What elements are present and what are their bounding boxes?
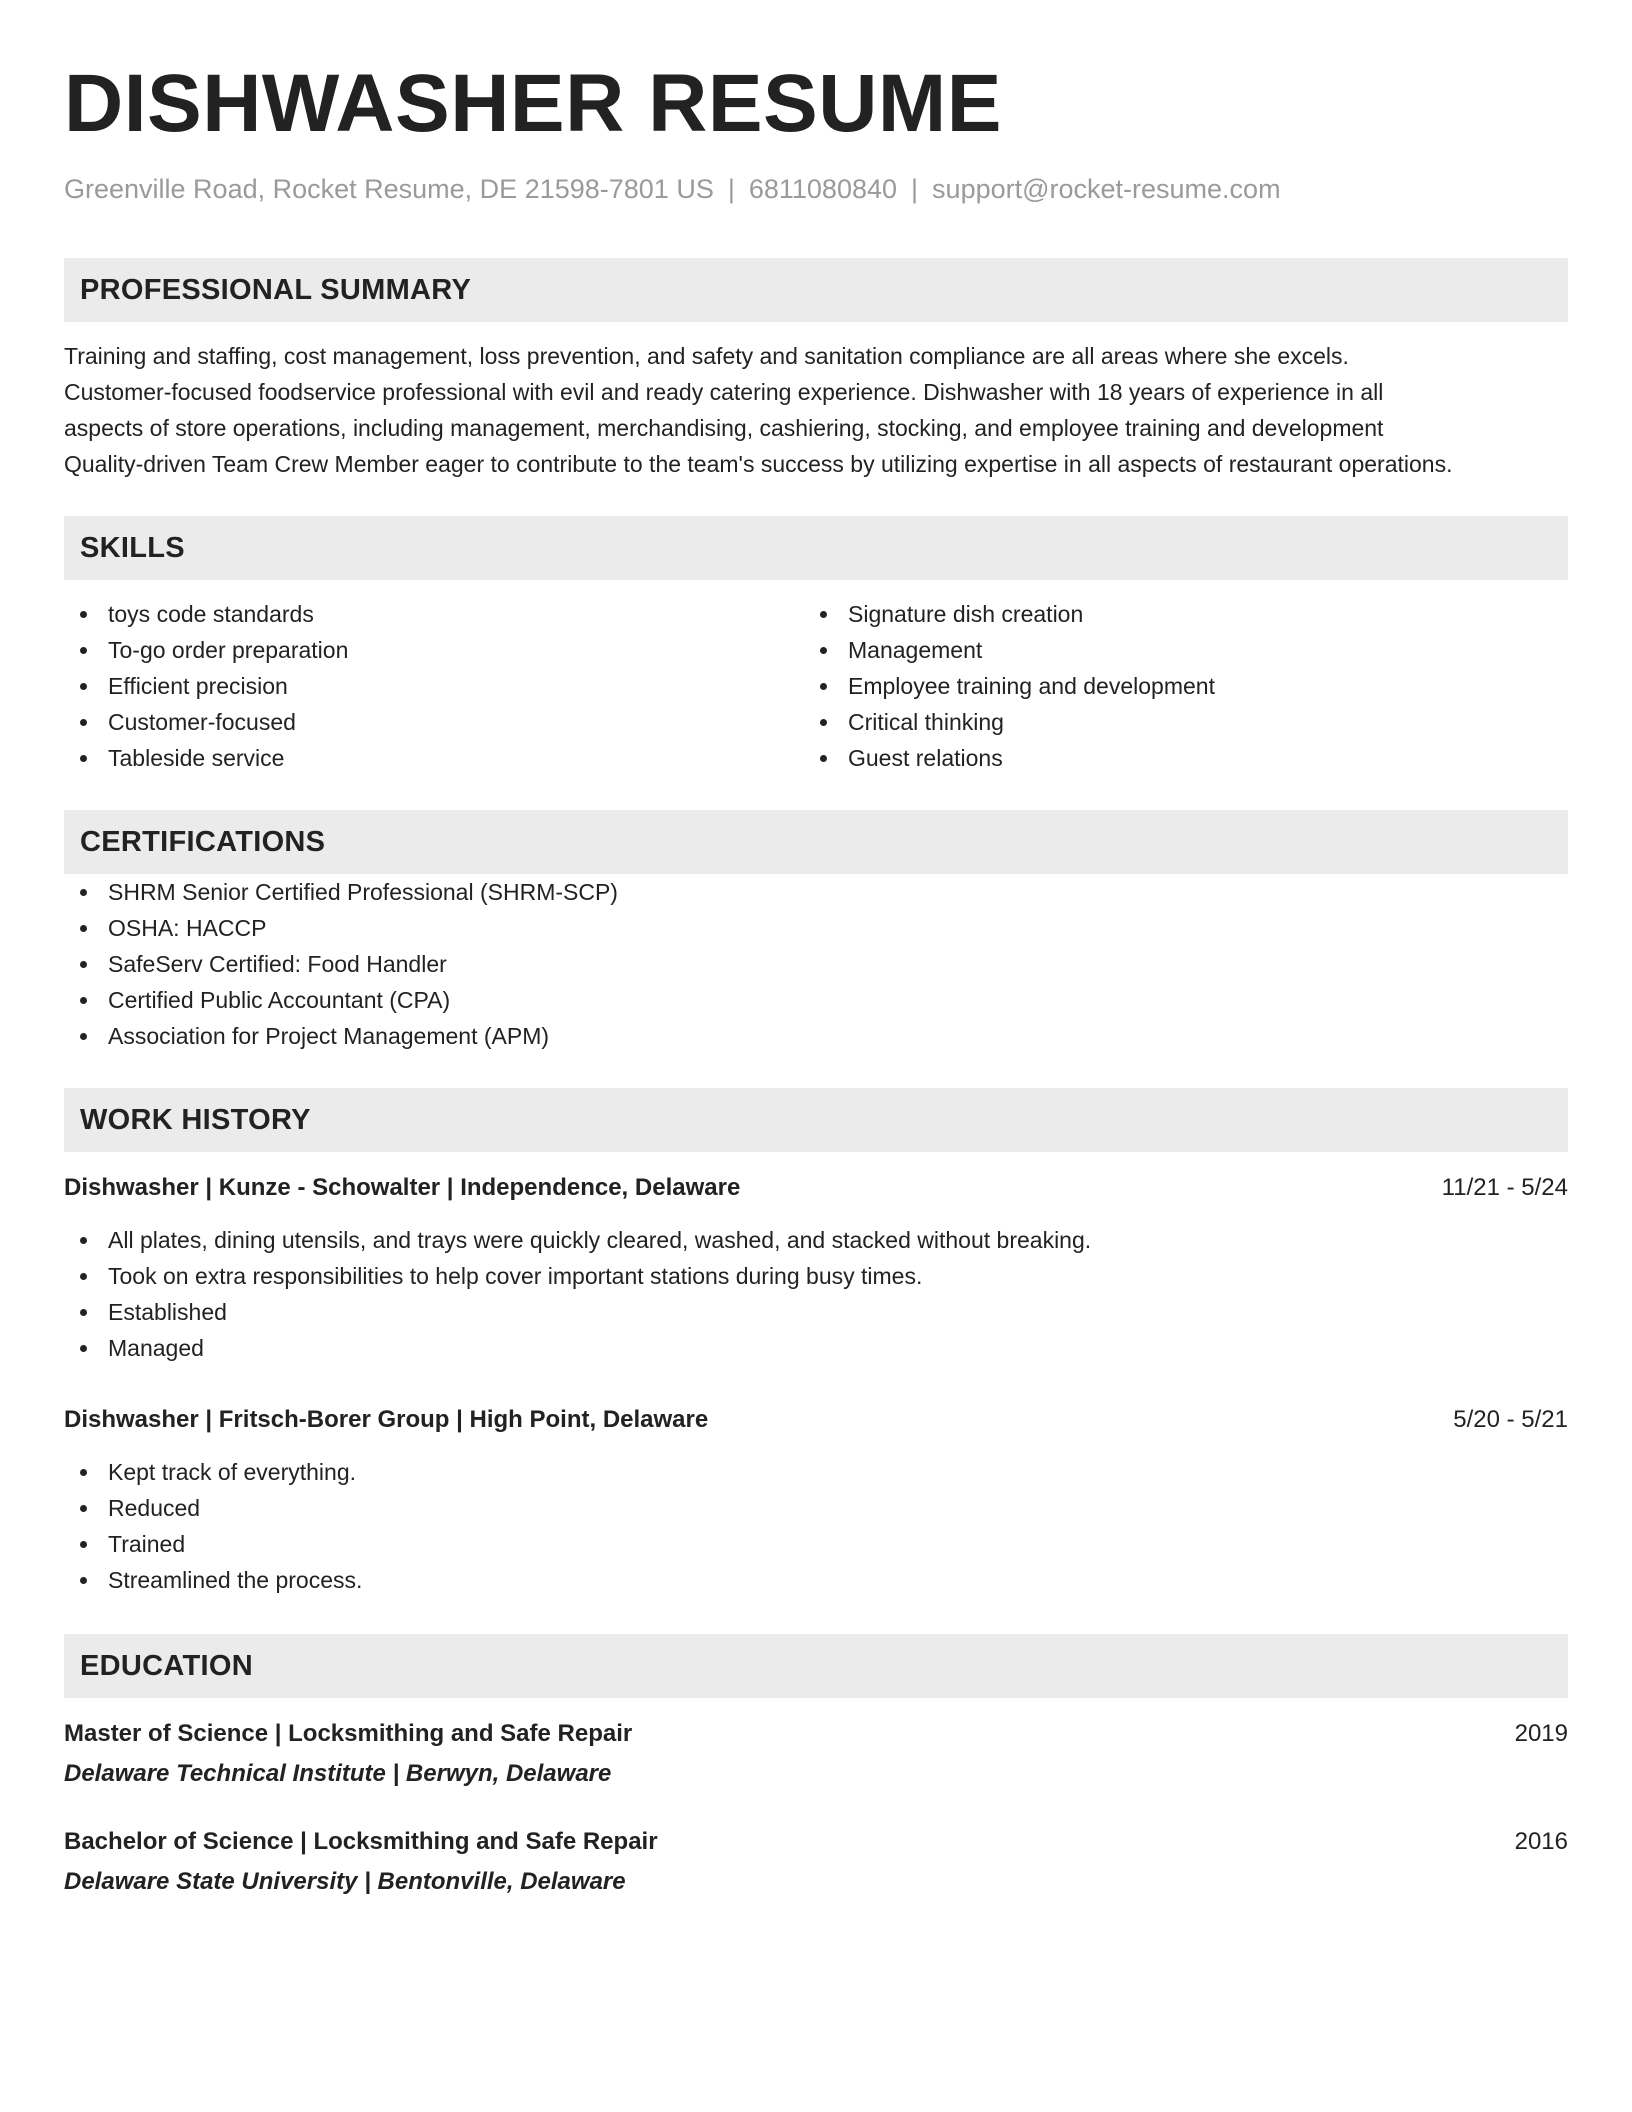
job-header: [64, 1402, 1568, 1438]
certification-item: SafeServ Certified: Food Handler: [64, 946, 1568, 982]
summary-line: Quality-driven Team Crew Member eager to contribute to the team's success by utilizing expertise in all aspects of restaurant operations.: [64, 451, 1453, 477]
job-bullet: Established: [64, 1294, 1568, 1330]
job-header: [64, 1170, 1568, 1206]
certification-item: OSHA: HACCP: [64, 910, 1568, 946]
job-bullet: Managed: [64, 1330, 1568, 1366]
job-bullet: Reduced: [64, 1490, 1568, 1526]
education-header: [64, 1824, 1568, 1860]
summary-text: [64, 338, 1568, 482]
job-bullets: [64, 1454, 1568, 1598]
contact-phone: 6811080840: [748, 174, 898, 204]
job-bullet: Streamlined the process.: [64, 1562, 1568, 1598]
education-year: 2016: [1514, 1828, 1568, 1855]
education-degree: Bachelor of Science | Locksmithing and Safe Repair: [64, 1828, 658, 1855]
certification-item: SHRM Senior Certified Professional (SHRM-SCP): [64, 874, 1568, 910]
section-heading-work-history: WORK HISTORY: [64, 1088, 1568, 1152]
job-bullet: All plates, dining utensils, and trays were quickly cleared, washed, and stacked without breaking.: [64, 1222, 1568, 1258]
job-entry: [64, 1170, 1568, 1366]
summary-line: Training and staffing, cost management, loss prevention, and safety and sanitation compliance are all areas where she excels.: [64, 343, 1349, 369]
resume-page: [64, 56, 1568, 1900]
certification-item: Certified Public Accountant (CPA): [64, 982, 1568, 1018]
section-heading-education: EDUCATION: [64, 1634, 1568, 1698]
skill-item: Signature dish creation: [804, 596, 1544, 632]
certification-item: Association for Project Management (APM): [64, 1018, 1568, 1054]
contact-email: support@rocket-resume.com: [932, 174, 1281, 204]
education-entry: [64, 1824, 1568, 1900]
job-dates: 5/20 - 5/21: [1453, 1406, 1568, 1433]
education-degree: Master of Science | Locksmithing and Safe Repair: [64, 1720, 633, 1747]
section-heading-summary: PROFESSIONAL SUMMARY: [64, 258, 1568, 322]
job-title: Dishwasher | Fritsch-Borer Group | High Point, Delaware: [64, 1406, 709, 1433]
resume-title: DISHWASHER RESUME: [64, 58, 1002, 149]
section-heading-certifications: CERTIFICATIONS: [64, 810, 1568, 874]
section-heading-skills: SKILLS: [64, 516, 1568, 580]
skill-item: toys code standards: [64, 596, 804, 632]
contact-address: Greenville Road, Rocket Resume, DE 21598-7801 US: [64, 174, 714, 204]
skill-item: Management: [804, 632, 1544, 668]
job-bullet: Took on extra responsibilities to help cover important stations during busy times.: [64, 1258, 1568, 1294]
skill-item: Guest relations: [804, 740, 1544, 776]
summary-line: Customer-focused foodservice professional with evil and ready catering experience. Dishwasher with 18 years of experience in all: [64, 379, 1384, 405]
education-school: Delaware State University | Bentonville, Delaware: [64, 1868, 626, 1895]
contact-separator: |: [727, 174, 735, 204]
skill-item: Tableside service: [64, 740, 804, 776]
job-bullets: [64, 1222, 1568, 1366]
certifications-list: [64, 874, 1568, 1054]
contact-line: [64, 172, 1568, 206]
education-year: 2019: [1514, 1720, 1568, 1747]
education-header: [64, 1716, 1568, 1752]
skill-item: Employee training and development: [804, 668, 1544, 704]
skill-item: Efficient precision: [64, 668, 804, 704]
job-bullet: Trained: [64, 1526, 1568, 1562]
skills-list-left: [64, 596, 804, 776]
contact-separator: |: [911, 174, 919, 204]
job-title: Dishwasher | Kunze - Schowalter | Independence, Delaware: [64, 1174, 741, 1201]
job-bullet: Kept track of everything.: [64, 1454, 1568, 1490]
education-school: Delaware Technical Institute | Berwyn, Delaware: [64, 1760, 612, 1787]
skills-list-right: [804, 596, 1544, 776]
job-entry: [64, 1402, 1568, 1598]
skill-item: To-go order preparation: [64, 632, 804, 668]
skill-item: Customer-focused: [64, 704, 804, 740]
skills-columns: [64, 596, 1568, 776]
job-dates: 11/21 - 5/24: [1441, 1174, 1568, 1201]
skill-item: Critical thinking: [804, 704, 1544, 740]
summary-line: aspects of store operations, including management, merchandising, cashiering, stocking, and employee training and development: [64, 415, 1384, 441]
education-entry: [64, 1716, 1568, 1792]
